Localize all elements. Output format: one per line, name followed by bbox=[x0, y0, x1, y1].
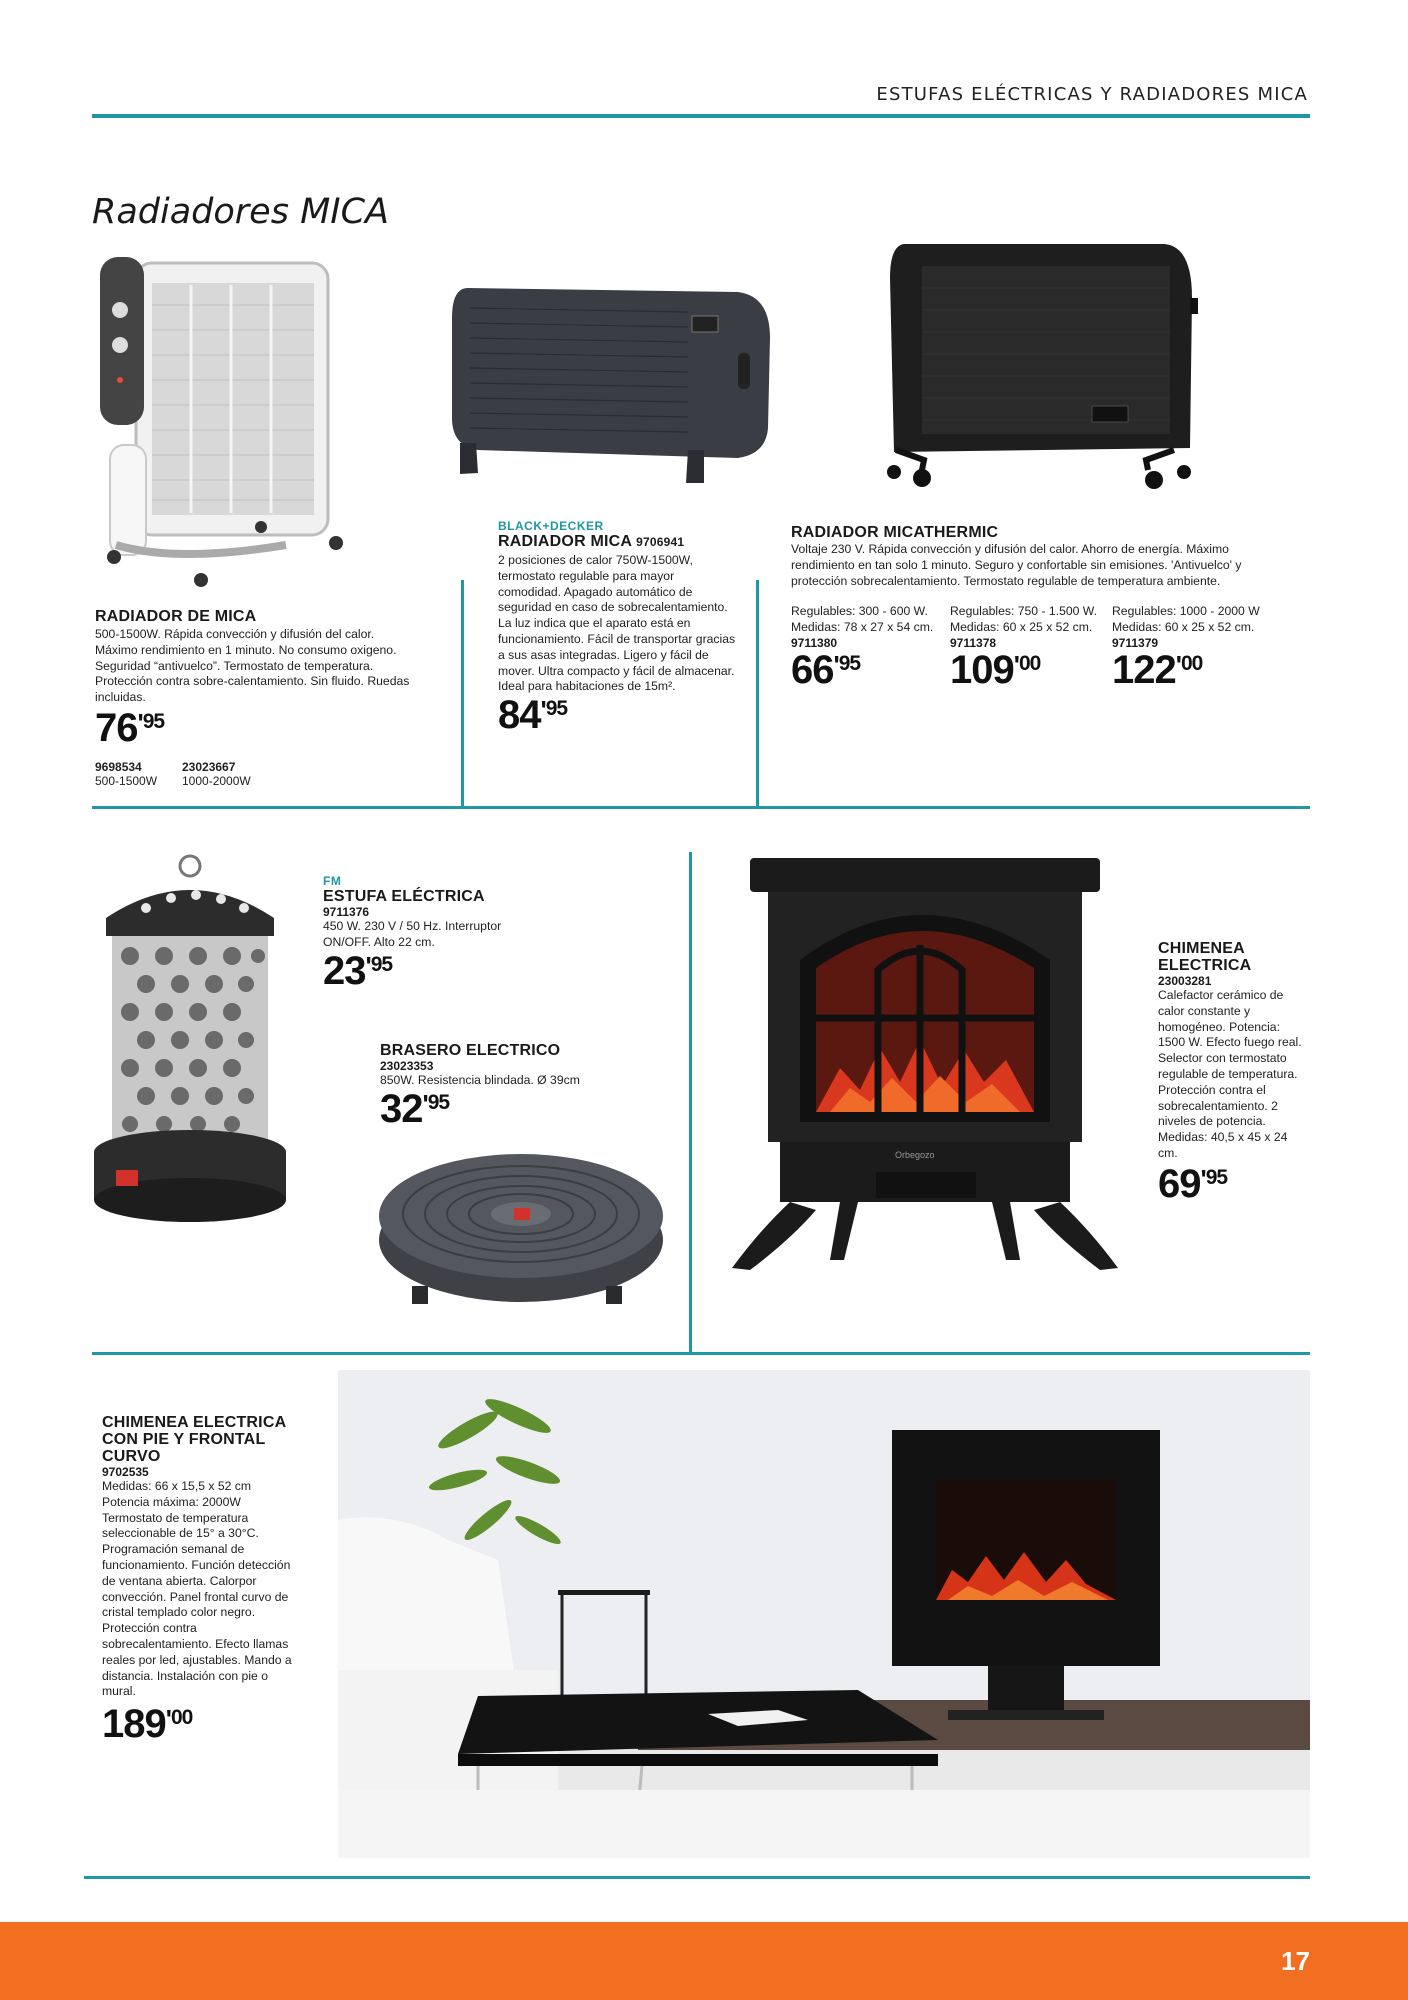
product-name: RADIADOR MICATHERMIC bbox=[791, 524, 999, 541]
price-decimals: 00 bbox=[170, 1706, 193, 1730]
product-price: 69'95 bbox=[1158, 1161, 1228, 1206]
product-price: 189'00 bbox=[102, 1702, 193, 1747]
variant-1000-2000 bbox=[182, 760, 251, 788]
price-decimals: 95 bbox=[838, 651, 861, 675]
product-name: CHIMENEA ELECTRICA bbox=[1158, 940, 1252, 974]
variant-medidas: Medidas: 78 x 27 x 54 cm. bbox=[791, 619, 934, 634]
variant-medidas: Medidas: 60 x 25 x 52 cm. bbox=[1112, 619, 1255, 634]
row-divider bbox=[92, 1352, 1310, 1355]
bd-radiador-image bbox=[448, 278, 774, 488]
variant-ref: 9711378 bbox=[950, 635, 997, 650]
column-divider bbox=[461, 580, 464, 808]
column-divider bbox=[756, 580, 759, 808]
variant-medidas: Medidas: 60 x 25 x 52 cm. bbox=[950, 619, 1093, 634]
product-price: 32'95 bbox=[380, 1086, 450, 1131]
variant-price: 109'00 bbox=[950, 647, 1041, 692]
product-name: RADIADOR MICA 9706941 bbox=[498, 533, 685, 550]
price-integer: 76 bbox=[95, 705, 138, 750]
section-title: Radiadores MICA bbox=[92, 192, 389, 232]
variant-regulables: Regulables: 750 - 1.500 W. bbox=[950, 604, 1098, 618]
brasero-image bbox=[376, 1136, 666, 1318]
price-decimals: 00 bbox=[1018, 651, 1041, 675]
product-ref: 23023353 bbox=[380, 1059, 434, 1073]
radiador-mica-image bbox=[96, 245, 346, 590]
bd-radiador-info bbox=[498, 519, 738, 738]
product-ref: 23003281 bbox=[1158, 974, 1212, 988]
header-divider bbox=[92, 114, 1310, 118]
chimenea-pie-info bbox=[102, 1414, 302, 1747]
micathermic-variant-2 bbox=[950, 604, 1115, 690]
product-price: 84'95 bbox=[498, 693, 568, 738]
price-decimals: 95 bbox=[1205, 1165, 1228, 1189]
product-name: RADIADOR DE MICA bbox=[95, 608, 257, 625]
page-number: 17 bbox=[1281, 1946, 1310, 1976]
variant-ref: 23023667 bbox=[182, 760, 236, 774]
price-integer: 69 bbox=[1158, 1161, 1201, 1206]
price-decimals: 95 bbox=[142, 709, 165, 733]
column-divider bbox=[689, 852, 692, 1354]
product-description: 500-1500W. Rápida convección y difusión del calor. Máximo rendimiento en 1 minuto. No consumo oxigeno. Seguridad “antivuelco”. Termostato de temperatura. Protección contra sobre-calentamiento. Sin fluido. Ruedas incluidas. bbox=[95, 627, 410, 705]
product-description: Voltaje 230 V. Rápida convección y difusión del calor. Ahorro de energía. Máximo rendimiento en tan solo 1 minuto. Seguro y confortable sin emisiones. 'Antivuelco' y protección sobrecalentamiento. Termostato regulable de temperatura ambiente. bbox=[791, 542, 1242, 588]
product-price: 76'95 bbox=[95, 705, 165, 750]
product-description: 2 posiciones de calor 750W-1500W, termostato regulable para mayor comodidad. Apagado automático de seguridad en caso de sobrecalentamiento. La luz indica que el aparato está en funcionamiento. Fácil de transportar gracias a sus asas integradas. Ligero y fácil de mover. Ultra compacto y fácil de almacenar. Ideal para habitaciones de 15m². bbox=[498, 553, 736, 694]
page-header-title: ESTUFAS ELÉCTRICAS Y RADIADORES MICA bbox=[876, 84, 1308, 105]
chimenea-image bbox=[720, 850, 1130, 1280]
product-description: 450 W. 230 V / 50 Hz. Interruptor ON/OFF. Alto 22 cm. bbox=[323, 919, 502, 949]
product-name: ESTUFA ELÉCTRICA bbox=[323, 888, 485, 905]
row-divider bbox=[92, 806, 1310, 809]
chimenea-info bbox=[1158, 940, 1308, 1204]
estufa-fm-image bbox=[86, 852, 296, 1232]
price-decimals: 95 bbox=[427, 1090, 450, 1114]
svg-text:Orbegozo: Orbegozo bbox=[895, 1150, 935, 1160]
variant-regulables: Regulables: 300 - 600 W. bbox=[791, 604, 928, 618]
price-integer: 84 bbox=[498, 693, 541, 738]
product-name: CHIMENEA ELECTRICA CON PIE Y FRONTAL CURVO bbox=[102, 1414, 286, 1465]
product-price: 23'95 bbox=[323, 948, 393, 993]
price-decimals: 95 bbox=[370, 952, 393, 976]
price-integer: 32 bbox=[380, 1086, 423, 1131]
variant-ref: 9698534 bbox=[95, 760, 142, 774]
micathermic-variant-1 bbox=[791, 604, 951, 690]
brand-label: BLACK+DECKER bbox=[498, 519, 604, 533]
chimenea-pie-scene-image bbox=[338, 1370, 1310, 1858]
price-decimals: 00 bbox=[1180, 651, 1203, 675]
product-description: Medidas: 66 x 15,5 x 52 cm Potencia máxima: 2000W Termostato de temperatura seleccionable de 15° a 30°C. Programación semanal de funcionamiento. Función detección de ventana abierta. Calorpor convección. Panel frontal curvo de cristal templado color negro. Protección contra sobrecalentamiento. Efecto llamas reales por led, ajustables. Mando a distancia. Instalación con pie o mural. bbox=[102, 1479, 292, 1699]
price-decimals: 95 bbox=[545, 697, 568, 721]
footer-band bbox=[0, 1922, 1408, 2000]
variant-ref: 9711379 bbox=[1112, 635, 1159, 650]
micathermic-image bbox=[874, 238, 1204, 498]
product-ref: 9702535 bbox=[102, 1465, 149, 1479]
price-integer: 189 bbox=[102, 1702, 166, 1747]
price-integer: 23 bbox=[323, 948, 366, 993]
bottom-divider bbox=[84, 1876, 1310, 1879]
variant-label: 500-1500W bbox=[95, 774, 158, 788]
product-name: BRASERO ELECTRICO bbox=[380, 1042, 561, 1059]
variant-ref: 9711380 bbox=[791, 635, 838, 650]
variant-price: 122'00 bbox=[1112, 647, 1203, 692]
variant-regulables: Regulables: 1000 - 2000 W bbox=[1112, 604, 1260, 618]
variant-500-1500 bbox=[95, 760, 157, 788]
price-integer: 122 bbox=[1112, 647, 1176, 692]
price-integer: 66 bbox=[791, 647, 834, 692]
micathermic-variant-3 bbox=[1112, 604, 1287, 690]
product-ref: 9711376 bbox=[323, 905, 370, 919]
radiador-mica-info bbox=[95, 608, 425, 748]
variant-price: 66'95 bbox=[791, 647, 861, 692]
variant-label: 1000-2000W bbox=[182, 774, 251, 788]
brand-label: FM bbox=[323, 874, 342, 888]
product-ref: 9706941 bbox=[636, 535, 685, 549]
micathermic-info bbox=[791, 524, 1281, 589]
product-description: 850W. Resistencia blindada. Ø 39cm bbox=[380, 1073, 580, 1087]
product-description: Calefactor cerámico de calor constante y homogéneo. Potencia: 1500 W. Efecto fuego real. Selector con termostato regulable de temperatura. Protección contra el sobrecalentamiento. 2 niveles de potencia. Medidas: 40,5 x 45 x 24 cm. bbox=[1158, 988, 1302, 1160]
price-integer: 109 bbox=[950, 647, 1014, 692]
estufa-fm-info bbox=[323, 875, 553, 991]
brasero-info bbox=[380, 1042, 640, 1129]
